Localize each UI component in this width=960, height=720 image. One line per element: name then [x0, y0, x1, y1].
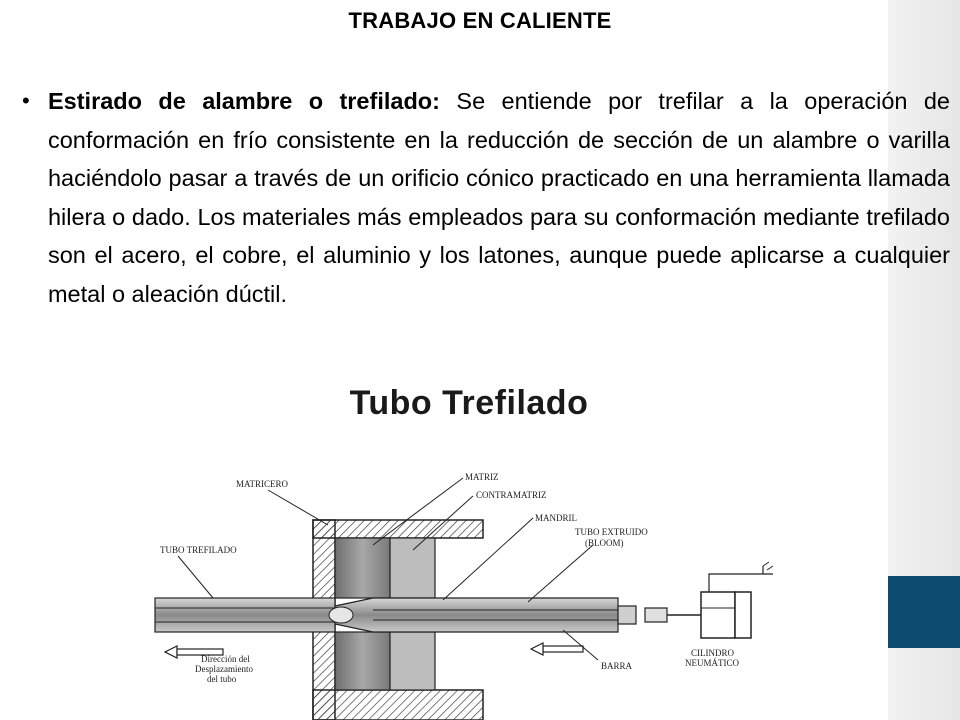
extruded-tube — [329, 598, 618, 632]
pneumatic-cylinder — [701, 562, 773, 638]
label-direccion-2: Desplazamiento — [195, 664, 253, 674]
drawn-tube — [155, 598, 335, 632]
accent-block — [888, 576, 960, 648]
bullet-item — [22, 82, 950, 313]
bullet-text — [48, 82, 950, 313]
figure-title: Tubo Trefilado — [349, 384, 589, 422]
bullet-body: Se entiende por trefilar a la operación de conformación en frío consistente en la reducción de sección de un alambre o varilla haciéndolo pasar a través de un orificio cónico practicado en una herramienta llamada hilera o dado. Los materiales más empleados para su conformación mediante trefilado son el acero, el cobre, el aluminio y los latones, aunque puede aplicarse a cualquier metal o aleación dúctil. — [47, 88, 950, 307]
label-mandril: MANDRIL — [535, 513, 577, 523]
label-cilindro: CILINDRO — [691, 648, 734, 658]
label-neumatico: NEUMÁTICO — [685, 658, 739, 668]
label-tubo-extruido: TUBO EXTRUIDO — [575, 527, 648, 537]
tube-drawing-diagram — [73, 370, 865, 720]
mandrel-bar — [618, 606, 701, 624]
label-tubo-trefilado: TUBO TREFILADO — [160, 545, 237, 555]
label-matricero: MATRICERO — [236, 479, 289, 489]
label-direccion-3: del tubo — [207, 674, 237, 684]
slide-title: TRABAJO EN CALIENTE — [348, 8, 612, 33]
label-matriz: MATRIZ — [465, 472, 499, 482]
label-contramatriz: CONTRAMATRIZ — [476, 490, 547, 500]
label-direccion-1: Dirección del — [201, 654, 250, 664]
bullet-term: Estirado de alambre o trefilado: — [47, 88, 440, 114]
figure-labels — [160, 472, 739, 684]
label-barra: BARRA — [601, 661, 633, 671]
label-bloom: (BLOOM) — [585, 538, 624, 548]
bullet-dot-icon: • — [22, 88, 30, 113]
tube-drawing-figure — [73, 370, 865, 720]
